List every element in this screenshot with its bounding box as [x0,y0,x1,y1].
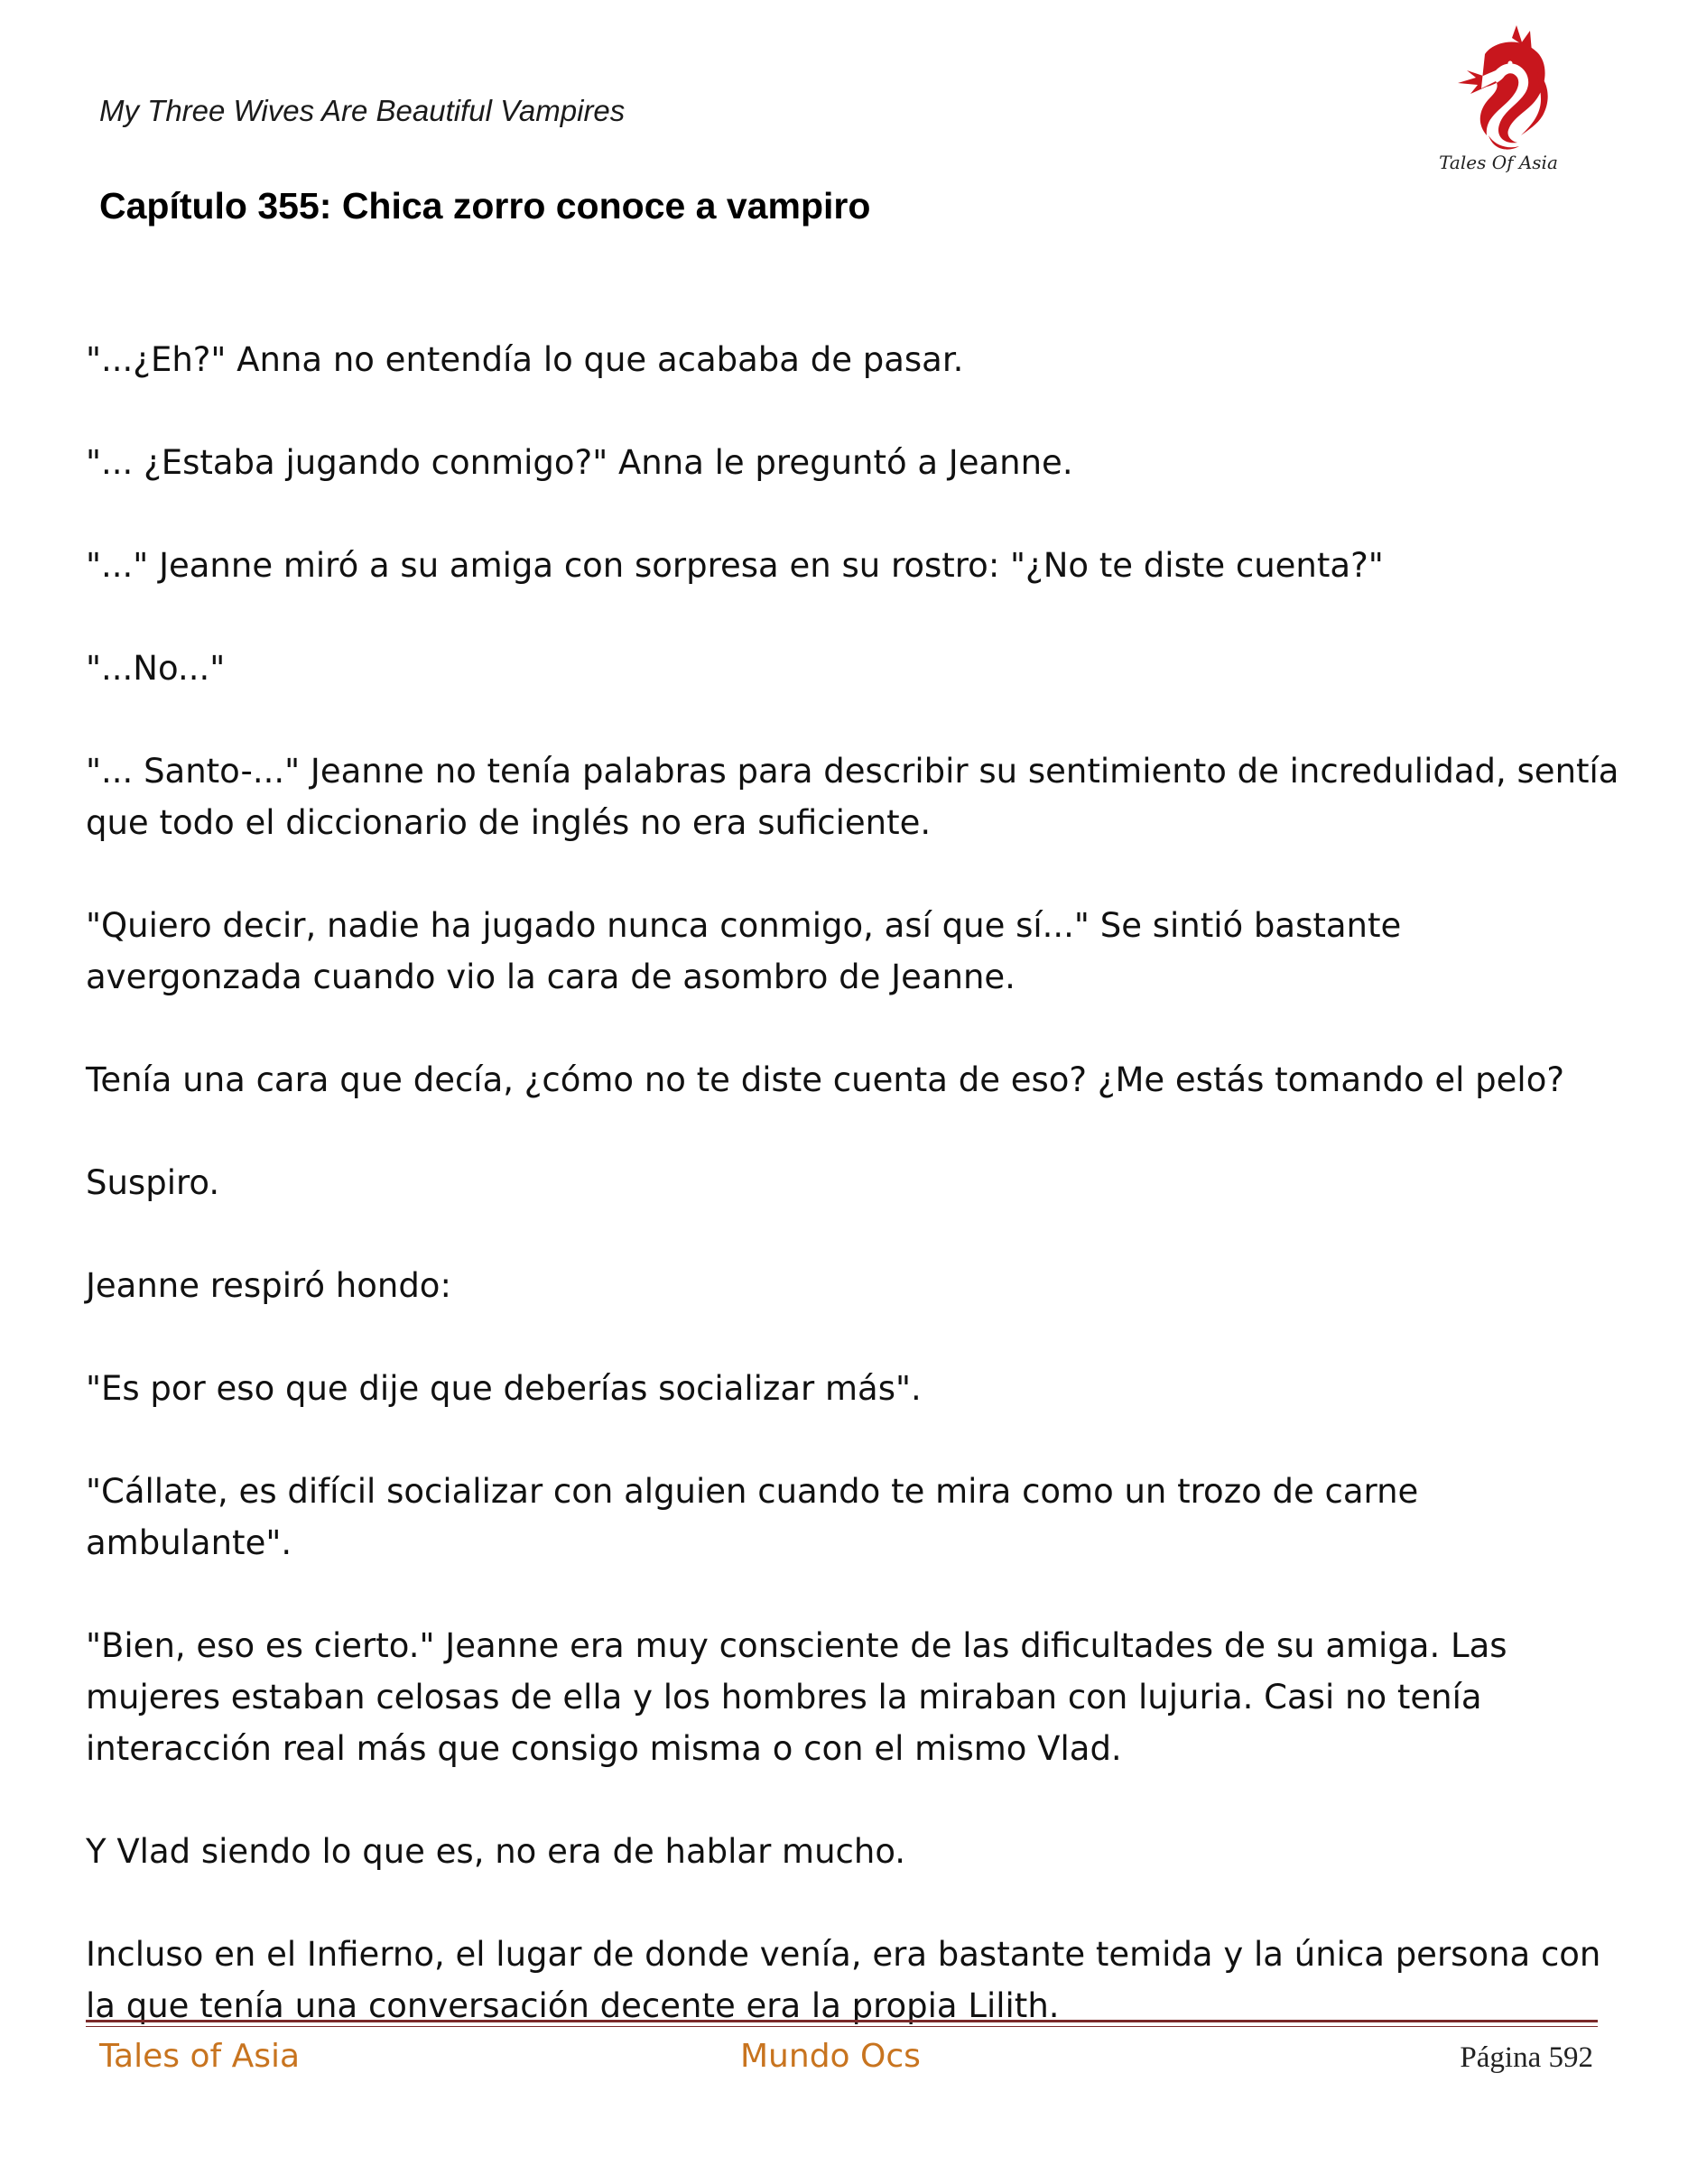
site-logo [1431,18,1566,180]
paragraph: "... ¿Estaba jugando conmigo?" Anna le preguntó a Jeanne. [86,443,1073,482]
logo-text: Tales Of Asia [1439,152,1558,173]
footer-divider-thin [86,2026,1598,2027]
page-number: Página 592 [1460,2041,1593,2074]
footer-site-name: Tales of Asia [99,2038,301,2075]
paragraph: Incluso en el Infierno, el lugar de donde venía, era bastante temida y la única persona con la que tenía una conversación decente era la propia Lilith. [86,1935,1601,2025]
paragraph: "Quiero decir, nadie ha jugado nunca conmigo, así que sí..." Se sintió bastante avergonzada cuando vio la cara de asombro de Jeanne. [86,906,1402,996]
book-title: My Three Wives Are Beautiful Vampires [99,94,626,127]
chapter-title: Capítulo 355: Chica zorro conoce a vampiro [99,185,871,227]
paragraph: Y Vlad siendo lo que es, no era de hablar mucho. [86,1832,906,1871]
paragraph: "Es por eso que dije que deberías socializar más". [86,1369,922,1408]
footer-divider [86,2020,1598,2022]
paragraph: "...¿Eh?" Anna no entendía lo que acababa de pasar. [86,340,964,379]
paragraph: Suspiro. [86,1163,220,1202]
footer-section-name: Mundo Ocs [740,2038,921,2075]
paragraph: "...No..." [86,649,226,688]
paragraph: "... Santo-..." Jeanne no tenía palabras para describir su sentimiento de incredulidad, sentía que todo el diccionario de inglés no era suficiente. [86,752,1619,842]
paragraph: Tenía una cara que decía, ¿cómo no te diste cuenta de eso? ¿Me estás tomando el pelo? [86,1060,1564,1099]
paragraph: "Bien, eso es cierto." Jeanne era muy consciente de las dificultades de su amiga. Las mujeres estaban celosas de ella y los hombres la miraban con lujuria. Casi no tenía interacción real más que consigo misma o con el mismo Vlad. [86,1626,1507,1768]
chapter-body [86,334,1620,2083]
paragraph: "Cállate, es difícil socializar con alguien cuando te mira como un trozo de carne ambulante". [86,1472,1419,1562]
dragon-icon [1431,18,1566,153]
paragraph: "..." Jeanne miró a su amiga con sorpresa en su rostro: "¿No te diste cuenta?" [86,546,1384,585]
paragraph: Jeanne respiró hondo: [86,1266,451,1305]
